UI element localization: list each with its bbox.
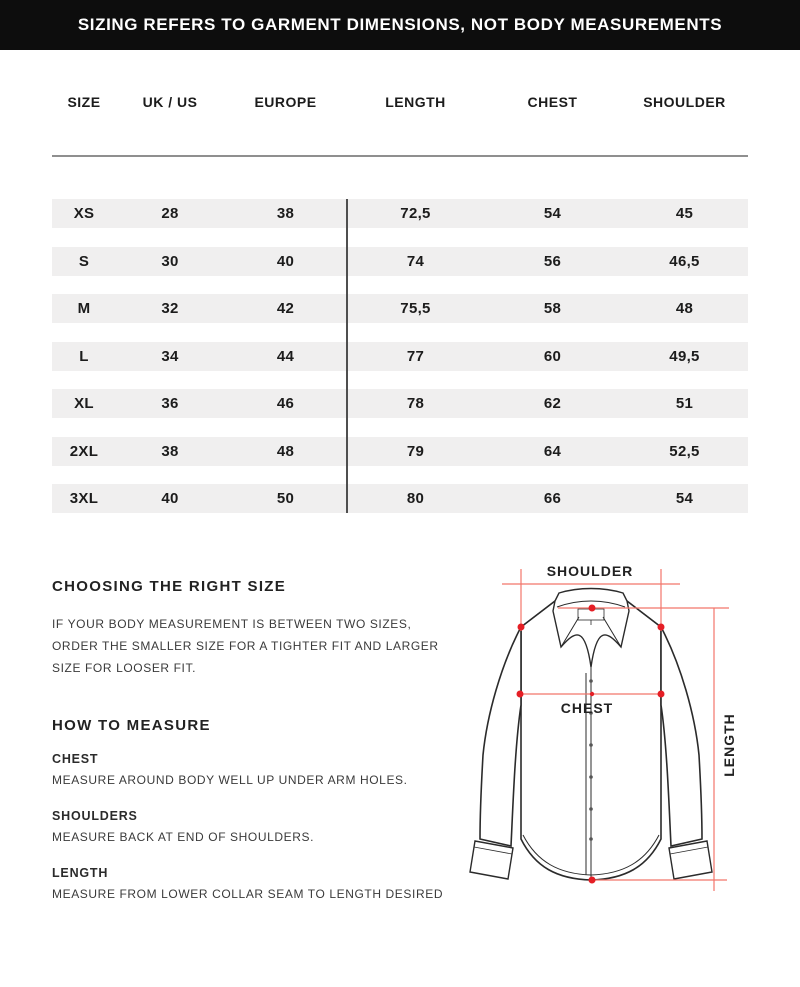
left-chest-dot: [517, 691, 524, 698]
cell: 72,5: [400, 205, 431, 222]
column-header-chest: CHEST: [527, 94, 578, 110]
cell: 50: [276, 490, 295, 507]
cell: 38: [161, 442, 179, 460]
cell: 28: [161, 205, 179, 222]
collar-dot: [589, 605, 596, 612]
cell: 52,5: [669, 442, 700, 460]
table-row-l: [52, 342, 748, 371]
cell: S: [78, 252, 90, 270]
center-chest-dot: [590, 692, 594, 696]
table-row-3xl: [52, 484, 748, 513]
cell: 74: [406, 252, 425, 270]
table-row-s: [52, 247, 748, 276]
measure-label-length: LENGTH: [52, 866, 109, 880]
column-header-size: SIZE: [67, 94, 101, 110]
cell: 46: [276, 395, 295, 412]
cell: 44: [276, 347, 295, 365]
table-row-xl: [52, 389, 748, 418]
column-header-shoulder: SHOULDER: [643, 94, 726, 110]
cell: 3XL: [69, 490, 99, 507]
column-header-length: LENGTH: [385, 94, 446, 110]
measure-item-shoulders: [52, 806, 454, 848]
diagram-shoulder-label: SHOULDER: [546, 563, 634, 579]
cell: 38: [276, 205, 295, 222]
table-row-xs: [52, 199, 748, 228]
shirt-right-sleeve: [661, 627, 702, 846]
cell: 54: [675, 490, 694, 507]
hem-dot: [589, 877, 596, 884]
diagram-length-label: LENGTH: [721, 713, 737, 777]
shirt-right-cuff: [669, 841, 712, 879]
shirt-sketch: [445, 555, 800, 905]
measure-item-length: [52, 863, 454, 905]
cell: 36: [161, 395, 179, 412]
cell: 48: [675, 300, 694, 317]
cell: 2XL: [69, 442, 99, 460]
cell: 51: [675, 395, 694, 412]
cell: 77: [406, 347, 425, 365]
sizing-disclaimer-banner: [0, 0, 800, 50]
measure-label-chest: CHEST: [52, 752, 99, 766]
choosing-size-text: IF YOUR BODY MEASUREMENT IS BETWEEN TWO SIZES, ORDER THE SMALLER SIZE FOR A TIGHTER FIT AND LARGER SIZE FOR LOOSER FIT.: [52, 617, 439, 675]
diagram-chest-label: CHEST: [560, 700, 614, 716]
size-table-body: [52, 199, 748, 513]
cell: 58: [543, 300, 562, 317]
column-header-ukus: UK / US: [142, 94, 198, 110]
cell: 40: [276, 252, 295, 270]
cell: 56: [543, 252, 562, 270]
right-chest-dot: [658, 691, 665, 698]
sizing-disclaimer-text: SIZING REFERS TO GARMENT DIMENSIONS, NOT BODY MEASUREMENTS: [77, 15, 723, 34]
cell: 54: [543, 205, 562, 222]
cell: L: [79, 347, 89, 365]
shirt-measurement-diagram: [445, 555, 800, 905]
size-table-header: [52, 94, 748, 112]
cell: 66: [543, 490, 562, 507]
cell: 34: [161, 347, 179, 365]
cell: 42: [276, 300, 295, 317]
instructions-column: [52, 578, 454, 905]
cell: XS: [73, 205, 95, 222]
measure-text-chest: MEASURE AROUND BODY WELL UP UNDER ARM HOLES.: [52, 773, 408, 787]
left-shoulder-dot: [518, 624, 525, 631]
header-divider-rule: [52, 155, 748, 157]
cell: 80: [406, 490, 425, 507]
column-header-europe: EUROPE: [254, 94, 317, 110]
measure-text-shoulders: MEASURE BACK AT END OF SHOULDERS.: [52, 830, 315, 844]
measure-item-chest: [52, 749, 454, 791]
cell: 78: [406, 395, 425, 412]
cell: 40: [161, 490, 179, 507]
cell: 75,5: [400, 300, 431, 317]
choosing-size-heading: CHOOSING THE RIGHT SIZE: [52, 578, 287, 595]
cell: 60: [543, 347, 562, 365]
measure-text-length: MEASURE FROM LOWER COLLAR SEAM TO LENGTH DESIRED: [52, 887, 444, 901]
cell: 62: [543, 395, 562, 412]
table-row-m: [52, 294, 748, 323]
right-shoulder-dot: [658, 624, 665, 631]
cell: 30: [161, 252, 179, 270]
cell: 79: [406, 442, 425, 460]
cell: XL: [74, 395, 94, 412]
shirt-left-sleeve: [480, 627, 521, 846]
cell: 64: [543, 442, 562, 460]
cell: M: [77, 300, 91, 317]
cell: 45: [675, 205, 694, 222]
table-row-2xl: [52, 437, 748, 466]
cell: 32: [161, 300, 179, 317]
shirt-left-cuff: [470, 841, 513, 879]
measure-label-shoulders: SHOULDERS: [52, 809, 138, 823]
cell: 49,5: [669, 347, 700, 365]
cell: 48: [276, 442, 295, 460]
cell: 46,5: [669, 252, 700, 270]
how-to-measure-heading: HOW TO MEASURE: [52, 717, 211, 734]
